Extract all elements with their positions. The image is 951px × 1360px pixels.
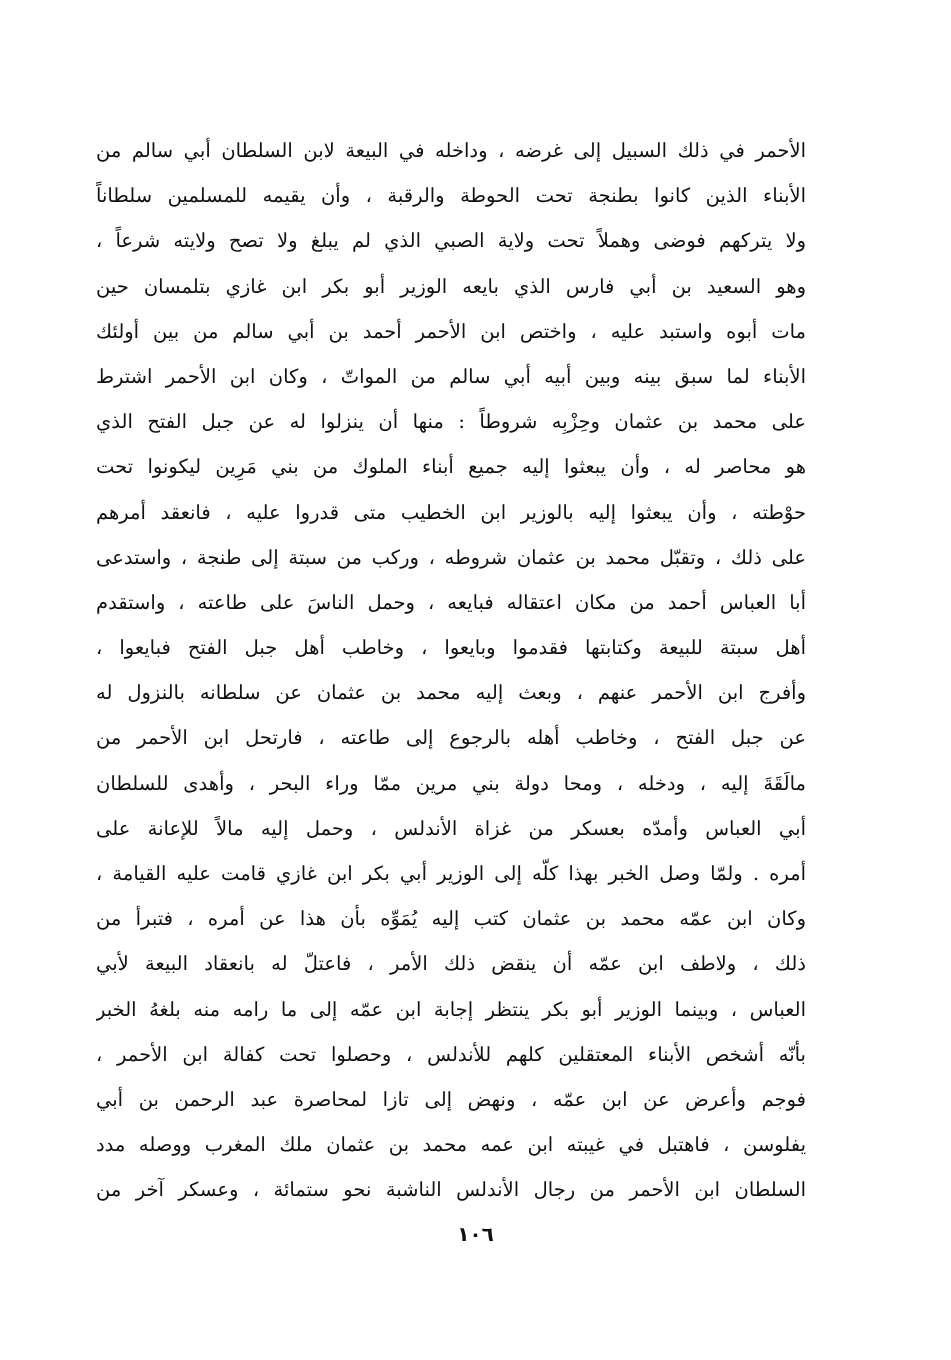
text-line: السلطان ابن الأحمر من رجال الأندلس الناشبة نحو ستمائة ، وعسكر آخر من (96, 1178, 806, 1202)
text-line: ولا يتركهم فوضى وهملاً تحت ولاية الصبي الذي لم يبلغ ولا تصح ولايته شرعاً ، (96, 229, 806, 253)
text-line: الأبناء الذين كانوا بطنجة تحت الحوطة والرقبة ، وأن يقيمه للمسلمين سلطاناً (96, 184, 806, 208)
text-line: وهو السعيد بن أبي فارس الذي بايعه الوزير أبو بكر ابن غازي بتلمسان حين (96, 274, 806, 298)
text-line: أهل سبتة للبيعة وكتابتها فقدموا وبايعوا ، وخاطب أهل جبل الفتح فبايعوا ، (96, 636, 806, 660)
text-line: العباس ، وبينما الوزير أبو بكر ينتظر إجابة ابن عمّه إلى ما رامه منه بلغهُ الخبر (96, 997, 806, 1021)
text-line: حوْطته ، وأن يبعثوا إليه بالوزير ابن الخطيب متى قدروا عليه ، فانعقد أمرهم (96, 500, 806, 524)
text-line: فوجم وأعرض عن ابن عمّه ، ونهض إلى تازا لمحاصرة عبد الرحمن بن أبي (96, 1087, 806, 1111)
text-line: يفلوسن ، فاهتبل في غيبته ابن عمه محمد بن عثمان ملك المغرب ووصله مدد (96, 1133, 806, 1157)
text-line: الأحمر في ذلك السبيل إلى غرضه ، وداخله في البيعة لابن السلطان أبي سالم من (96, 139, 806, 162)
text-line: بأنّه أشخص الأبناء المعتقلين كلهم للأندلس ، وحصلوا تحت كفالة ابن الأحمر ، (96, 1042, 806, 1066)
text-line: مات أبوه واستبد عليه ، واختص ابن الأحمر أحمد بن أبي سالم من بين أولئك (96, 319, 806, 343)
text-line: أبا العباس أحمد من مكان اعتقاله فبايعه ، وحمل الناسَ على طاعته ، واستقدم (96, 590, 806, 614)
text-line: وكان ابن عمّه محمد بن عثمان كتب إليه يُمَوِّه بأن هذا عن أمره ، فتبرأ من (96, 907, 806, 931)
text-line: على ذلك ، وتقبّل محمد بن عثمان شروطه ، وركب من سبتة إلى طنجة ، واستدعى (96, 545, 806, 569)
text-line: عن جبل الفتح ، وخاطب أهله بالرجوع إلى طاعته ، فارتحل ابن الأحمر من (96, 726, 806, 750)
text-line: هو محاصر له ، وأن يبعثوا إليه جميع أبناء الملوك من بني مَرِين ليكونوا تحت (96, 455, 806, 479)
text-line: على محمد بن عثمان وحِزْبِه شروطاً : منها أن ينزلوا له عن جبل الفتح الذي (96, 410, 806, 434)
page-number: ١٠٦ (457, 1222, 494, 1246)
text-line: مالَقَةَ إليه ، ودخله ، ومحا دولة بني مرين ممّا وراء البحر ، وأهدى للسلطان (96, 771, 806, 795)
body-text (96, 128, 806, 1213)
text-line: أبي العباس وأمدّه بعسكر من غزاة الأندلس ، وحمل إليه مالاً للإعانة على (96, 816, 806, 840)
text-line: أمره . ولمّا وصل الخبر بهذا كلّه إلى الوزير أبي بكر ابن غازي قامت عليه القيامة ، (96, 862, 806, 885)
text-line: وأفرج ابن الأحمر عنهم ، وبعث إليه محمد بن عثمان عن سلطانه بالنزول له (96, 681, 806, 705)
text-line: ذلك ، ولاطف ابن عمّه أن ينقض ذلك الأمر ، فاعتلّ له بانعقاد البيعة لأبي (96, 952, 806, 976)
text-line: الأبناء لما سبق بينه وبين أبيه أبي سالم من المواتّ ، وكان ابن الأحمر اشترط (96, 364, 806, 388)
